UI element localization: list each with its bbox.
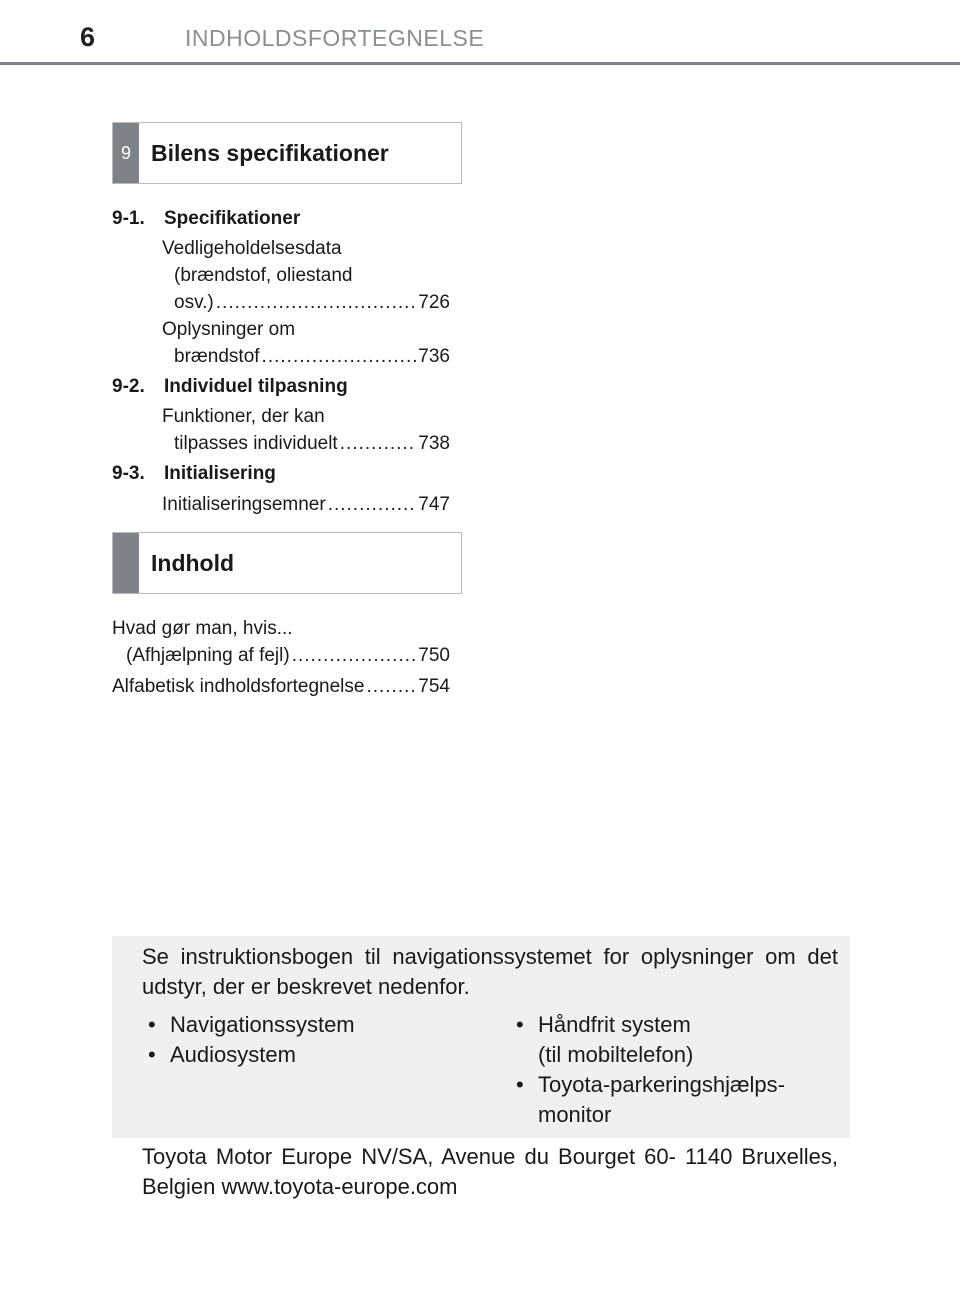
chapter-title: Specifikationer: [164, 208, 301, 229]
bullet-text-continued: (til mobiltelefon): [538, 1042, 694, 1067]
header-divider: [0, 62, 960, 65]
toc-entry-fuel-info[interactable]: [162, 316, 450, 370]
bullet-icon: •: [516, 1012, 524, 1037]
entry-text: (Afhjælpning af fejl): [126, 645, 290, 666]
chapter-title: Initialisering: [164, 463, 276, 484]
entry-line: (brændstof, oliestand: [174, 265, 353, 286]
page-ref: 738: [418, 433, 450, 454]
entry-line-with-page: [162, 491, 450, 518]
section-header-specifications: [112, 122, 462, 184]
entry-text: tilpasses individuelt: [174, 433, 338, 454]
entry-text: Alfabetisk indholdsfortegnelse: [112, 676, 365, 697]
bullet-item: [516, 1010, 785, 1070]
chapter-heading-9-3[interactable]: [112, 463, 276, 485]
section-tab-blank: [113, 533, 139, 593]
entry-line: Oplysninger om: [162, 319, 296, 340]
entry-text: Initialiseringsemner: [162, 494, 326, 515]
navigation-info-box: [112, 936, 850, 1138]
bullet-text: Audiosystem: [170, 1042, 296, 1067]
section-title: Indhold: [151, 549, 235, 576]
address-line: Toyota Motor Europe NV/SA, Avenue du Bourget 60- 1140 Bruxelles,: [142, 1144, 838, 1169]
entry-line: Funktioner, der kan: [162, 406, 325, 427]
entry-text: osv.): [174, 292, 214, 313]
chapter-number: 9-2.: [112, 376, 145, 397]
page-ref: 747: [418, 494, 450, 515]
page-number: 6: [80, 22, 96, 52]
page-ref: 754: [418, 676, 450, 697]
toc-entry-initialization[interactable]: [162, 491, 450, 518]
section-title: Bilens specifikationer: [151, 139, 389, 166]
bullet-text: Navigationssystem: [170, 1012, 355, 1037]
leader-dots: [216, 289, 417, 316]
entry-line: Hvad gør man, hvis...: [112, 618, 293, 639]
bullet-icon: •: [148, 1042, 156, 1067]
page-ref: 736: [418, 346, 450, 367]
bullet-list-left: [148, 1010, 355, 1070]
chapter-number: 9-3.: [112, 463, 145, 484]
leader-dots: [366, 673, 416, 700]
entry-text: brændstof: [174, 346, 260, 367]
bullet-list-right: [516, 1010, 785, 1130]
info-text: Se instruktionsbogen til navigationssystemet for oplysninger om det udstyr, der er beskrevet nedenfor.: [142, 944, 838, 999]
toc-entry-maintenance-data[interactable]: [162, 235, 450, 316]
page-ref: 726: [418, 292, 450, 313]
entry-line-with-page: [162, 343, 450, 370]
chapter-heading-9-2[interactable]: [112, 376, 348, 398]
entry-line-with-page: [162, 289, 450, 316]
toc-entry-troubleshooting[interactable]: [112, 615, 450, 669]
section-tab-number: 9: [113, 123, 139, 183]
bullet-text: Håndfrit system: [538, 1012, 691, 1037]
bullet-icon: •: [516, 1072, 524, 1097]
chapter-number: 9-1.: [112, 208, 145, 229]
address-line: Belgien www.toyota-europe.com: [142, 1174, 458, 1199]
bullet-text: Toyota-parkeringshjælps-: [538, 1072, 785, 1097]
entry-line-with-page: [112, 642, 450, 669]
entry-line-with-page: [112, 673, 450, 700]
toc-entry-alphabetical-index[interactable]: [112, 673, 450, 700]
bullet-item: [148, 1010, 355, 1040]
leader-dots: [340, 430, 417, 457]
leader-dots: [262, 343, 417, 370]
section-header-index: [112, 532, 462, 594]
manufacturer-address: [142, 1142, 838, 1202]
chapter-heading-9-1[interactable]: [112, 208, 300, 230]
bullet-item: [516, 1070, 785, 1130]
entry-line: Vedligeholdelsesdata: [162, 238, 342, 259]
toc-entry-customization[interactable]: [162, 403, 450, 457]
entry-line-with-page: [162, 430, 450, 457]
leader-dots: [328, 491, 417, 518]
leader-dots: [292, 642, 417, 669]
bullet-icon: •: [148, 1012, 156, 1037]
chapter-title: Individuel tilpasning: [164, 376, 348, 397]
page-ref: 750: [418, 645, 450, 666]
running-header-title: INDHOLDSFORTEGNELSE: [185, 25, 485, 51]
bullet-item: [148, 1040, 355, 1070]
bullet-text-continued: monitor: [538, 1102, 612, 1127]
